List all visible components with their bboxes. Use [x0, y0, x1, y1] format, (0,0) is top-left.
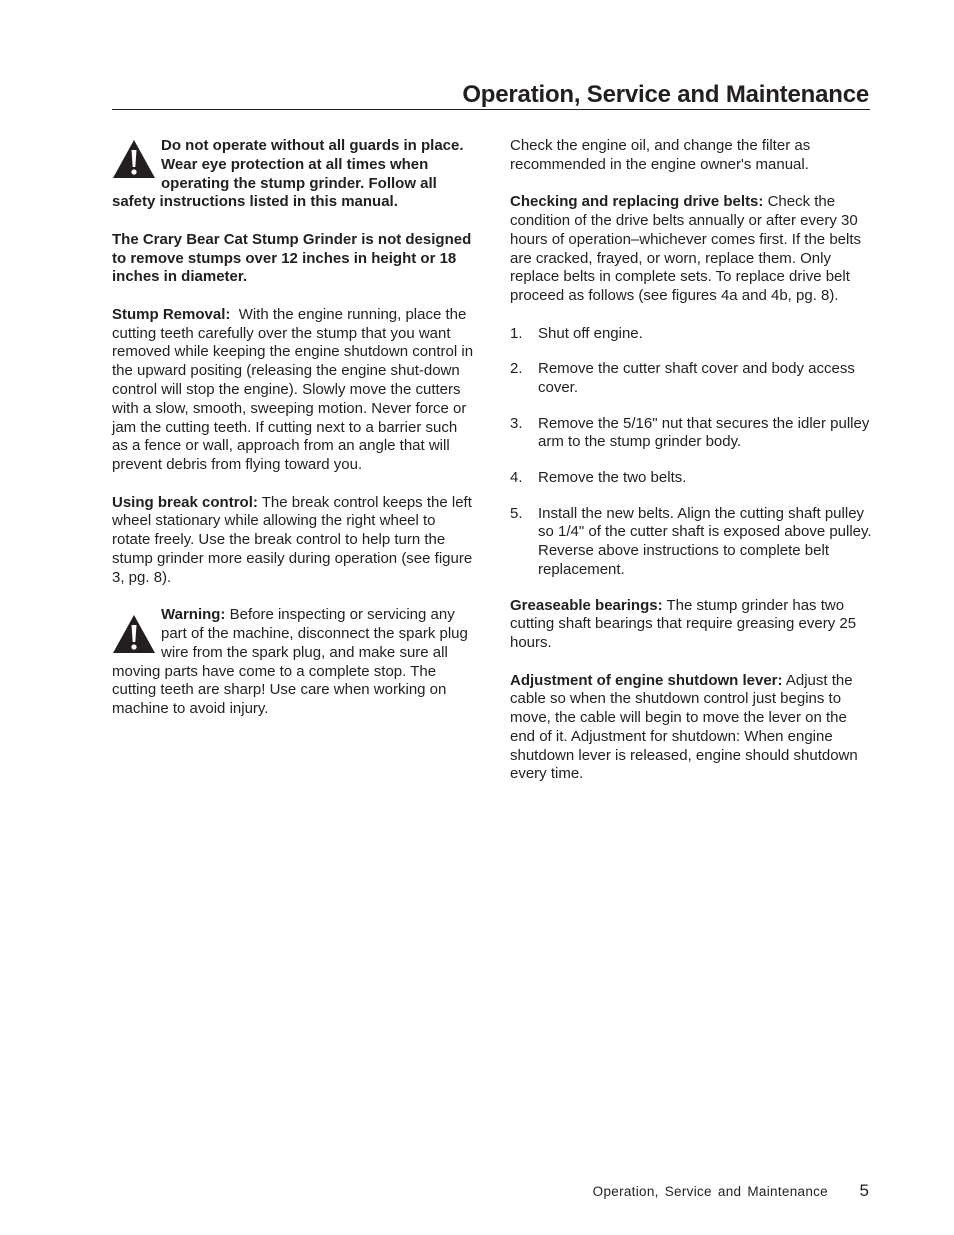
right-column — [510, 137, 872, 803]
stump-removal-label: Stump Removal: — [112, 305, 231, 323]
drive-belts-label: Checking and replacing drive belts: — [510, 193, 764, 211]
step-number: 4. — [510, 468, 523, 486]
warning-icon — [112, 139, 156, 179]
step-text: Install the new belts. Align the cutting shaft pulley so 1/4" of the cutter shaft is exposed above pulley. Reverse above instructions to complete belt replacement. — [538, 504, 872, 578]
greaseable-bearings-text: The stump grinder has two cutting shaft bearings that require greasing every 25 hours. — [510, 596, 857, 652]
belt-replacement-steps — [510, 325, 872, 580]
shutdown-lever-label: Adjustment of engine shutdown lever: — [510, 671, 783, 689]
break-control-label: Using break control: — [112, 493, 258, 511]
page-title: Operation, Service and Maintenance — [462, 81, 869, 108]
greaseable-bearings-paragraph — [510, 597, 872, 653]
servicing-warning-text: Before inspecting or servicing any part of the machine, disconnect the spark plug wire from the spark plug, and make sure all moving parts have come to a complete stop. The cutting teeth are sharp! Use care when working on machine to avoid injury. — [112, 606, 468, 718]
step-number: 3. — [510, 414, 523, 432]
step-text: Remove the two belts. — [538, 468, 687, 486]
break-control-paragraph — [112, 494, 474, 588]
list-item — [510, 415, 872, 453]
list-item — [510, 469, 872, 488]
list-item — [510, 360, 872, 398]
left-column — [112, 137, 478, 737]
warning-icon — [112, 614, 156, 654]
guards-warning-text: Do not operate without all guards in place. Wear eye protection at all times when operating the stump grinder. Follow all safety instructions listed in this manual. — [112, 137, 464, 211]
shutdown-lever-text: Adjust the cable so when the shutdown control just begins to move, the cable will begin to move the lever on the end of it. Adjustment for shutdown: When engine shutdown lever is released, engine should shutdown every time. — [510, 671, 858, 783]
servicing-warning-label: Warning: — [161, 606, 226, 624]
footer-section-label: Operation, Service and Maintenance — [592, 1184, 828, 1199]
step-text: Remove the cutter shaft cover and body access cover. — [538, 360, 855, 396]
list-item — [510, 325, 872, 344]
break-control-text: The break control keeps the left wheel stationary while allowing the right wheel to rotate freely. Use the break control to help turn the stump grinder more easily during operation (see figure 3, pg. 8). — [112, 493, 473, 586]
stump-size-notice: The Crary Bear Cat Stump Grinder is not designed to remove stumps over 12 inches in height or 18 inches in diameter. — [112, 230, 472, 286]
stump-removal-text: With the engine running, place the cutting teeth carefully over the stump that you want removed while keeping the engine shutdown control in the upward positing (releasing the engine shut-down control will stop the engine). Slowly move the cutters with a slow, smooth, sweeping motion. Never force or jam the cutting teeth. If cutting next to a barrier such as a fence or wall, approach from an angle that will prevent debris from flying toward you. — [112, 305, 478, 474]
step-number: 2. — [510, 360, 523, 378]
drive-belts-paragraph — [510, 193, 872, 306]
guards-warning — [112, 137, 474, 212]
greaseable-bearings-label: Greaseable bearings: — [510, 596, 663, 614]
engine-oil-paragraph: Check the engine oil, and change the filter as recommended in the engine owner's manual. — [510, 137, 811, 173]
shutdown-lever-paragraph — [510, 672, 872, 785]
drive-belts-text: Check the condition of the drive belts annually or after every 30 hours of operation–whichever comes first. If the belts are cracked, frayed, or worn, replace them. Only replace belts in complete sets. To replace drive belt proceed as follows (see figures 4a and 4b, pg. 8). — [510, 193, 862, 305]
list-item — [510, 505, 872, 580]
stump-removal-paragraph — [112, 305, 478, 475]
step-text: Shut off engine. — [538, 324, 643, 342]
step-number: 1. — [510, 324, 523, 342]
title-rule — [112, 109, 870, 110]
step-text: Remove the 5/16" nut that secures the idler pulley arm to the stump grinder body. — [538, 414, 870, 451]
page-number: 5 — [859, 1181, 869, 1200]
step-number: 5. — [510, 504, 523, 522]
servicing-warning — [112, 606, 474, 719]
